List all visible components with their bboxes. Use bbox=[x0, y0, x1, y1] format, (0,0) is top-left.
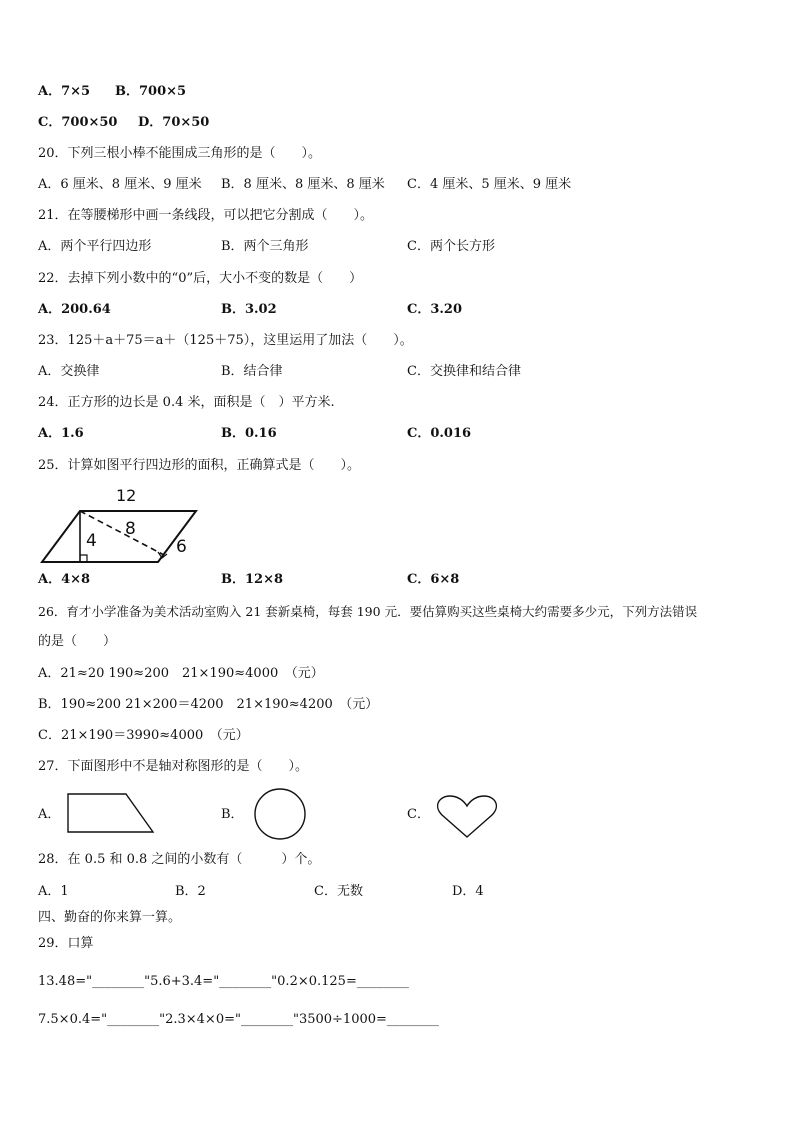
q28-option-d: D．4 bbox=[452, 884, 484, 899]
q20-stem: 20．下列三根小棒不能围成三角形的是（ ）。 bbox=[38, 146, 322, 161]
q23-option-c: C．交换律和结合律 bbox=[407, 364, 521, 379]
q26-option-b: B．190≈200 21×200＝4200 21×190≈4200 （元） bbox=[38, 697, 379, 712]
q23-stem: 23．125＋a＋75＝a＋（125＋75），这里运用了加法（ ）。 bbox=[38, 333, 413, 348]
q28-option-a: A．1 bbox=[38, 884, 69, 899]
q24-option-c: C．0.016 bbox=[407, 426, 472, 441]
q25-option-b: B．12×8 bbox=[221, 572, 284, 587]
q24-stem: 24．正方形的边长是 0.4 米，面积是（ ）平方米. bbox=[38, 395, 335, 410]
circle-shape bbox=[252, 788, 312, 848]
q21-option-c: C．两个长方形 bbox=[407, 239, 495, 254]
q20-option-b: B．8 厘米、8 厘米、8 厘米 bbox=[221, 177, 385, 192]
q22-option-b: B．3.02 bbox=[221, 302, 277, 317]
q26-stem-line1: 26．育才小学准备为美术活动室购入 21 套新桌椅，每套 190 元．要估算购买这些桌椅大约需要多少元，下列方法错误 bbox=[38, 604, 698, 619]
mental-math-row2: 7.5×0.4="________"2.3×4×0="________"3500÷1000=________ bbox=[38, 1012, 439, 1027]
q22-option-a: A．200.64 bbox=[38, 302, 111, 317]
q29-title: 29．口算 bbox=[38, 936, 94, 951]
q21-option-a: A．两个平行四边形 bbox=[38, 239, 152, 254]
q26-option-a: A．21≈20 190≈200 21×190≈4000 （元） bbox=[38, 666, 324, 681]
q19-option-a: A．7×5 bbox=[38, 84, 91, 99]
q21-option-b: B．两个三角形 bbox=[221, 239, 309, 254]
q28-option-c: C．无数 bbox=[314, 884, 363, 899]
q28-option-b: B．2 bbox=[175, 884, 206, 899]
q27-stem: 27．下面图形中不是轴对称图形的是（ ）。 bbox=[38, 759, 309, 774]
q23-option-a: A．交换律 bbox=[38, 364, 100, 379]
q27-option-a-label: A． bbox=[38, 807, 61, 822]
heart-shape bbox=[434, 793, 504, 843]
height-right-angle-mark bbox=[80, 555, 87, 562]
q25-stem: 25．计算如图平行四边形的面积，正确算式是（ ）。 bbox=[38, 458, 361, 473]
q20-option-c: C．4 厘米、5 厘米、9 厘米 bbox=[407, 177, 572, 192]
q27-option-b-label: B． bbox=[221, 807, 244, 822]
q28-stem: 28．在 0.5 和 0.8 之间的小数有（ ）个。 bbox=[38, 852, 321, 867]
label-diagonal-8: 8 bbox=[125, 519, 136, 539]
q22-option-c: C．3.20 bbox=[407, 302, 463, 317]
q24-option-a: A．1.6 bbox=[38, 426, 84, 441]
q26-stem-line2: 的是（ ） bbox=[38, 634, 117, 649]
mental-math-row1: 13.48="________"5.6+3.4="________"0.2×0.125=________ bbox=[38, 974, 409, 989]
q24-option-b: B．0.16 bbox=[221, 426, 277, 441]
label-height-4: 4 bbox=[86, 531, 97, 551]
section4-heading: 四、勤奋的你来算一算。 bbox=[38, 910, 182, 925]
q22-stem: 22．去掉下列小数中的“0”后，大小不变的数是（ ） bbox=[38, 271, 363, 286]
q27-option-c-label: C． bbox=[407, 807, 430, 822]
q19-option-b: B．700×5 bbox=[115, 84, 187, 99]
q21-stem: 21．在等腰梯形中画一条线段，可以把它分割成（ ）。 bbox=[38, 208, 374, 223]
label-top-length: 12 bbox=[116, 486, 137, 505]
q25-option-c: C．6×8 bbox=[407, 572, 460, 587]
q25-option-a: A．4×8 bbox=[38, 572, 91, 587]
parallelogram-figure bbox=[0, 480, 794, 570]
q20-option-a: A．6 厘米、8 厘米、9 厘米 bbox=[38, 177, 202, 192]
q19-option-c: C．700×50 bbox=[38, 115, 118, 130]
q26-option-c: C．21×190＝3990≈4000 （元） bbox=[38, 728, 249, 743]
q23-option-b: B．结合律 bbox=[221, 364, 283, 379]
trapezoid-shape bbox=[60, 790, 160, 840]
label-side-6: 6 bbox=[176, 537, 187, 557]
q19-option-d: D．70×50 bbox=[138, 115, 210, 130]
parallelogram-outline bbox=[42, 511, 196, 562]
